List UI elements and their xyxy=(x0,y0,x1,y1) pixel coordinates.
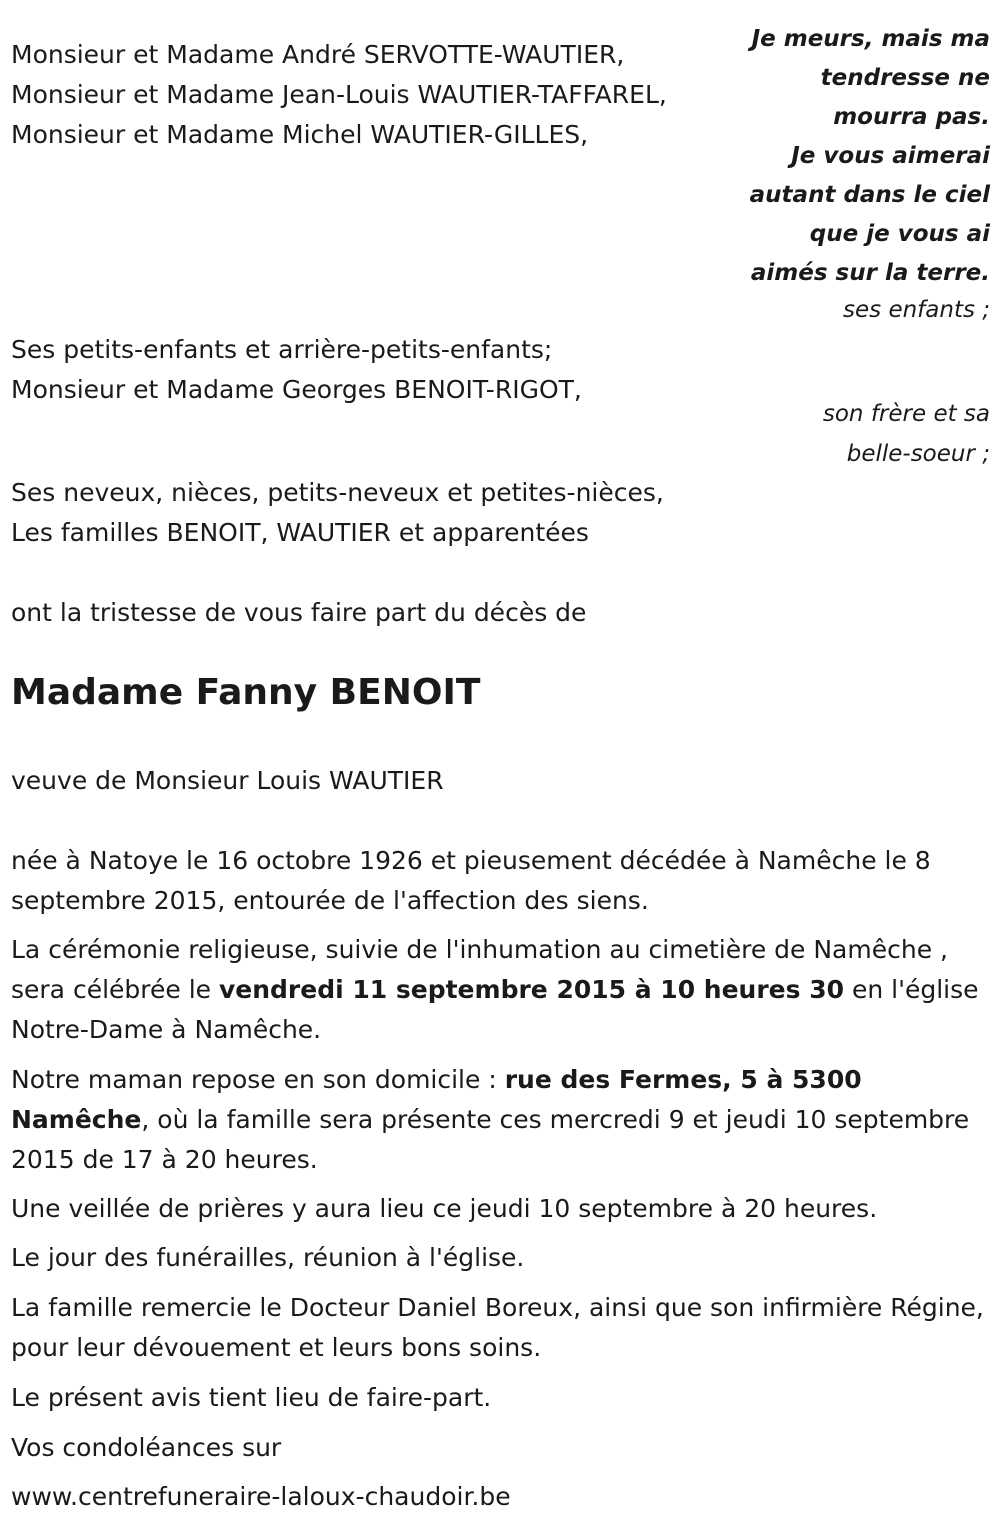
ceremony-date: vendredi 11 septembre 2015 à 10 heures 30 xyxy=(218,975,845,1004)
rest-visiting-hours: , où la famille sera présente ces mercredi 9 et jeudi 10 septembre 2015 de 17 à 20 heures. xyxy=(11,1105,970,1174)
widow-line: veuve de Monsieur Louis WAUTIER xyxy=(11,766,444,795)
quote-line: Je vous aimerai xyxy=(791,143,990,169)
memorial-quote xyxy=(730,20,990,293)
vigil-paragraph: Une veillée de prières y aura lieu ce jeudi 10 septembre à 20 heures. xyxy=(11,1194,878,1223)
funeral-day-paragraph: Le jour des funérailles, réunion à l'église. xyxy=(11,1243,525,1272)
family-line: Monsieur et Madame Georges BENOIT-RIGOT, xyxy=(11,375,582,404)
ceremony-paragraph xyxy=(11,930,991,1050)
quote-line: Je meurs, mais ma xyxy=(751,26,990,52)
relation-brother-line2: belle-soeur ; xyxy=(846,441,990,467)
deceased-name: Madame Fanny BENOIT xyxy=(11,672,481,713)
family-line: Monsieur et Madame André SERVOTTE-WAUTIER, xyxy=(11,40,625,69)
family-group-extended xyxy=(11,473,664,553)
family-line: Ses petits-enfants et arrière-petits-enfants; xyxy=(11,335,553,364)
quote-line: tendresse ne xyxy=(820,65,990,91)
ceremony-text: La cérémonie religieuse, suivie de l'inhumation au cimetière de Namêche , sera célébrée le xyxy=(11,935,948,1004)
quote-line: mourra pas. xyxy=(833,104,990,130)
family-group-grandchildren-brother xyxy=(11,330,582,410)
birth-death-paragraph: née à Natoye le 16 octobre 1926 et pieusement décédée à Namêche le 8 septembre 2015, entourée de l'affection des siens. xyxy=(11,846,931,915)
rest-address: rue des Fermes, 5 à 5300 Namêche xyxy=(11,1065,862,1134)
family-line: Les familles BENOIT, WAUTIER et apparentées xyxy=(11,518,589,547)
rest-text: Notre maman repose en son domicile : xyxy=(11,1065,505,1094)
thanks-paragraph: La famille remercie le Docteur Daniel Boreux, ainsi que son infirmière Régine, pour leur dévouement et leurs bons soins. xyxy=(11,1293,984,1362)
condolences-label: Vos condoléances sur xyxy=(11,1433,282,1462)
family-line: Ses neveux, nièces, petits-neveux et petites-nièces, xyxy=(11,478,664,507)
ceremony-location: en l'église Notre-Dame à Namêche. xyxy=(11,975,979,1044)
website-link[interactable]: www.centrefuneraire-laloux-chaudoir.be xyxy=(11,1482,511,1511)
relation-children: ses enfants ; xyxy=(843,297,990,323)
family-line: Monsieur et Madame Jean-Louis WAUTIER-TAFFAREL, xyxy=(11,80,667,109)
quote-line: que je vous ai xyxy=(809,221,990,247)
family-group-children xyxy=(11,35,667,155)
rest-paragraph xyxy=(11,1060,991,1180)
notice-paragraph: Le présent avis tient lieu de faire-part. xyxy=(11,1383,492,1412)
relation-brother-line1: son frère et sa xyxy=(822,401,990,427)
announcement-text: ont la tristesse de vous faire part du décès de xyxy=(11,598,587,627)
quote-line: autant dans le ciel xyxy=(749,182,990,208)
quote-line: aimés sur la terre. xyxy=(750,260,990,286)
family-line: Monsieur et Madame Michel WAUTIER-GILLES, xyxy=(11,120,589,149)
